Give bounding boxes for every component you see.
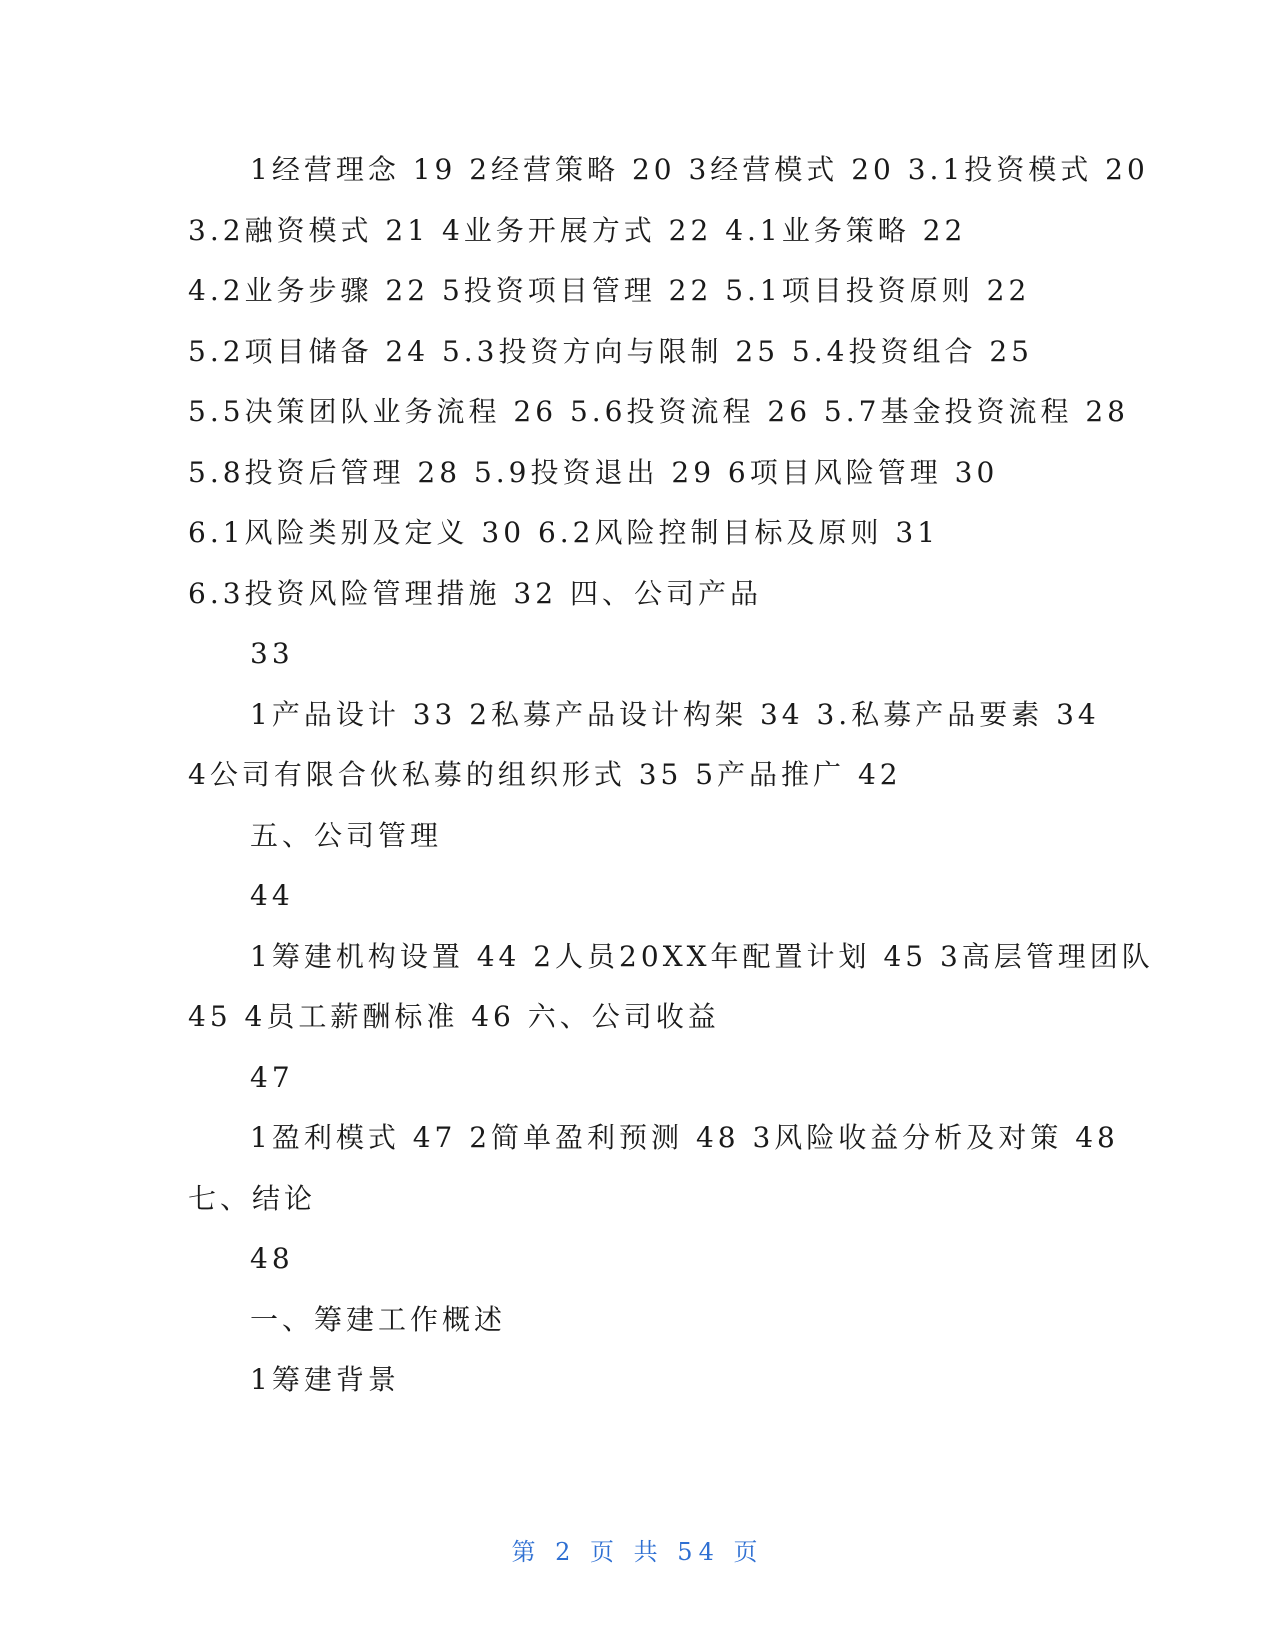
section-heading: 一、筹建工作概述 [250, 1302, 507, 1336]
toc-line: 45 4员工薪酬标准 46 六、公司收益 [188, 1000, 720, 1033]
toc-page-number: 48 [250, 1242, 294, 1275]
subsection-heading: 1筹建背景 [250, 1363, 400, 1396]
page-footer: 第 2 页 共 54 页 [511, 1538, 764, 1566]
toc-line: 3.2融资模式 21 4业务开展方式 22 4.1业务策略 22 [188, 213, 967, 247]
toc-line: 1产品设计 33 2私募产品设计构架 34 3.私募产品要素 34 [250, 697, 1100, 731]
toc-line: 4公司有限合伙私募的组织形式 35 5产品推广 42 [188, 758, 902, 791]
toc-line: 5.5决策团队业务流程 26 5.6投资流程 26 5.7基金投资流程 28 [188, 395, 1129, 428]
toc-line: 5.8投资后管理 28 5.9投资退出 29 6项目风险管理 30 [188, 455, 999, 489]
toc-line: 1筹建机构设置 44 2人员20XX年配置计划 45 3高层管理团队 [250, 939, 1154, 973]
toc-line: 5.2项目储备 24 5.3投资方向与限制 25 5.4投资组合 25 [188, 334, 1033, 368]
toc-page-number: 33 [250, 637, 294, 670]
toc-body [188, 140, 1154, 1411]
toc-line: 1经营理念 19 2经营策略 20 3经营模式 20 3.1投资模式 20 [250, 153, 1149, 186]
toc-line: 6.3投资风险管理措施 32 四、公司产品 [188, 576, 762, 610]
toc-line: 1盈利模式 47 2简单盈利预测 48 3风险收益分析及对策 48 [250, 1121, 1119, 1154]
toc-section-heading: 七、结论 [188, 1181, 317, 1215]
toc-line: 6.1风险类别及定义 30 6.2风险控制目标及原则 31 [188, 516, 940, 549]
toc-line: 4.2业务步骤 22 5投资项目管理 22 5.1项目投资原则 22 [188, 274, 1031, 307]
toc-page-number: 44 [250, 879, 294, 912]
toc-page-number: 47 [250, 1060, 294, 1094]
toc-section-heading: 五、公司管理 [250, 818, 443, 852]
